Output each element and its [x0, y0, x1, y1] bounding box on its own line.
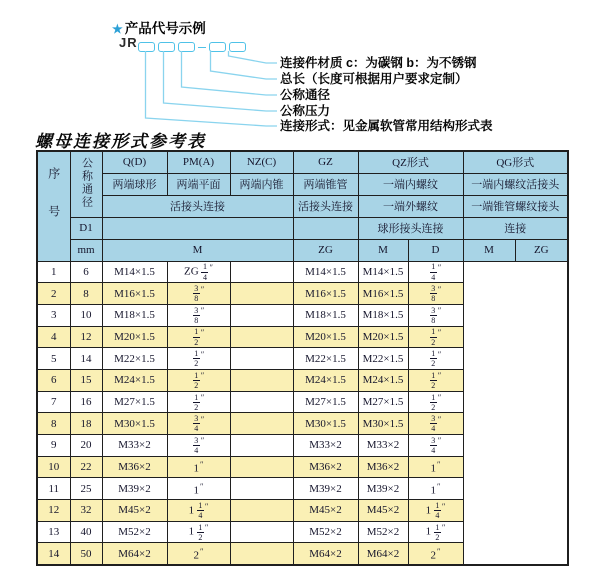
table-row: [37, 326, 568, 348]
cell-qg-zg: 1″: [408, 478, 463, 500]
cell-qg-zg: $\frac{3}{4}$ ″: [408, 435, 463, 457]
cell-gz-zg: $\frac{3}{8}$ ″: [167, 304, 230, 326]
header-ball-joint: 球形接头连接: [358, 217, 463, 239]
cell-qg-m: M20×1.5: [358, 326, 408, 348]
cell-seq: 8: [37, 413, 70, 435]
cell-seq: 13: [37, 521, 70, 543]
cell-qz-m: [230, 521, 293, 543]
cell-m: M24×1.5: [102, 369, 167, 391]
product-code-heading: [112, 17, 206, 37]
cell-dn: 25: [70, 478, 102, 500]
cell-qg-zg: $\frac{1}{2}$ ″: [408, 391, 463, 413]
cell-seq: 10: [37, 456, 70, 478]
table-row: [37, 304, 568, 326]
table-header: [37, 151, 568, 261]
header-joint-gz: 活接头连接: [293, 195, 358, 217]
cell-qg-zg: 1 $\frac{1}{2}$ ″: [408, 521, 463, 543]
header-group-qd: Q(D): [102, 151, 167, 173]
cell-qg-m: M45×2: [358, 500, 408, 522]
cell-dn: 22: [70, 456, 102, 478]
header-end-qg: 一端内螺纹活接头: [463, 173, 568, 195]
table-row: [37, 413, 568, 435]
cell-qz-d: M33×2: [293, 435, 358, 457]
cell-gz-zg: 1″: [167, 456, 230, 478]
cell-dn: 50: [70, 543, 102, 565]
header-group-nzc: NZ(C): [230, 151, 293, 173]
product-code-heading-text: 产品代号示例: [124, 21, 206, 36]
cell-qg-zg: $\frac{1}{4}$ ″: [408, 261, 463, 283]
code-boxes: [138, 42, 246, 52]
star-icon: ★: [112, 22, 123, 36]
cell-seq: 6: [37, 369, 70, 391]
code-box-3: [178, 42, 195, 52]
cell-qg-zg: $\frac{1}{2}$ ″: [408, 348, 463, 370]
header-thread-zg: ZG: [293, 239, 358, 261]
cell-qg-m: M16×1.5: [358, 283, 408, 305]
code-box-5: [229, 42, 246, 52]
cell-gz-zg: $\frac{1}{2}$ ″: [167, 326, 230, 348]
cell-qz-m: [230, 261, 293, 283]
cell-qz-d: M20×1.5: [293, 326, 358, 348]
cell-qg-zg: $\frac{3}{8}$ ″: [408, 283, 463, 305]
cell-qz-m: [230, 435, 293, 457]
header-group-qg: QG形式: [463, 151, 568, 173]
code-label-material: 连接件材质 c：为碳钢 b：为不锈钢: [280, 56, 477, 70]
code-label-pressure: 公称压力: [280, 104, 331, 118]
header-thread-qgzg: ZG: [515, 239, 568, 261]
header-group-pma: PM(A): [167, 151, 230, 173]
cell-qz-m: [230, 283, 293, 305]
nut-connection-table: [36, 150, 569, 566]
cell-qg-m: M22×1.5: [358, 348, 408, 370]
header-thread-qzd: D: [408, 239, 463, 261]
header-joint-union: 活接头连接: [102, 195, 293, 217]
cell-qg-zg: $\frac{1}{2}$ ″: [408, 369, 463, 391]
cell-gz-zg: $\frac{1}{2}$ ″: [167, 348, 230, 370]
cell-gz-zg: 2″: [167, 543, 230, 565]
code-label-diameter: 公称通径: [280, 88, 331, 102]
cell-seq: 7: [37, 391, 70, 413]
cell-m: M33×2: [102, 435, 167, 457]
header-end-nzc: 两端内锥: [230, 173, 293, 195]
cell-qz-d: M16×1.5: [293, 283, 358, 305]
header-thread-qzm: M: [358, 239, 408, 261]
cell-m: M64×2: [102, 543, 167, 565]
cell-qg-m: M27×1.5: [358, 391, 408, 413]
cell-qz-m: [230, 478, 293, 500]
cell-qg-zg: 1″: [408, 456, 463, 478]
table-row: [37, 283, 568, 305]
cell-qz-d: M39×2: [293, 478, 358, 500]
header-seq: 序号: [37, 151, 70, 261]
code-prefix: JR: [119, 35, 138, 50]
header-joint-qz: 一端外螺纹: [358, 195, 463, 217]
header-end-qd: 两端球形: [102, 173, 167, 195]
cell-gz-zg: $\frac{3}{8}$ ″: [167, 283, 230, 305]
cell-qz-d: M22×1.5: [293, 348, 358, 370]
cell-dn: 6: [70, 261, 102, 283]
cell-m: M52×2: [102, 521, 167, 543]
cell-qg-m: M18×1.5: [358, 304, 408, 326]
cell-gz-zg: $\frac{1}{2}$ ″: [167, 391, 230, 413]
cell-qz-d: M24×1.5: [293, 369, 358, 391]
cell-seq: 11: [37, 478, 70, 500]
cell-dn: 20: [70, 435, 102, 457]
cell-seq: 14: [37, 543, 70, 565]
cell-gz-zg: ZG $\frac{1}{4}$ ″: [167, 261, 230, 283]
cell-seq: 5: [37, 348, 70, 370]
cell-gz-zg: 1 $\frac{1}{2}$ ″: [167, 521, 230, 543]
cell-m: M36×2: [102, 456, 167, 478]
header-connect: 连接: [463, 217, 568, 239]
cell-qg-zg: 2″: [408, 543, 463, 565]
table-row: [37, 435, 568, 457]
cell-seq: 9: [37, 435, 70, 457]
header-end-pma: 两端平面: [167, 173, 230, 195]
header-dn: 公称通径: [70, 151, 102, 217]
header-d1-blank-m: [102, 217, 293, 239]
cell-qz-d: M30×1.5: [293, 413, 358, 435]
cell-qz-d: M52×2: [293, 521, 358, 543]
cell-dn: 14: [70, 348, 102, 370]
table-title: 螺母连接形式参考表: [35, 132, 206, 151]
table-row: [37, 456, 568, 478]
code-box-1: [138, 42, 155, 52]
cell-m: M16×1.5: [102, 283, 167, 305]
cell-qg-zg: $\frac{3}{8}$ ″: [408, 304, 463, 326]
cell-seq: 2: [37, 283, 70, 305]
cell-qz-d: M64×2: [293, 543, 358, 565]
cell-m: M27×1.5: [102, 391, 167, 413]
cell-qz-d: M45×2: [293, 500, 358, 522]
cell-dn: 12: [70, 326, 102, 348]
table-row: [37, 348, 568, 370]
cell-qg-m: M33×2: [358, 435, 408, 457]
cell-m: M20×1.5: [102, 326, 167, 348]
cell-dn: 8: [70, 283, 102, 305]
cell-dn: 18: [70, 413, 102, 435]
cell-qz-m: [230, 326, 293, 348]
cell-m: M30×1.5: [102, 413, 167, 435]
cell-qz-m: [230, 543, 293, 565]
cell-gz-zg: 1 $\frac{1}{4}$ ″: [167, 500, 230, 522]
cell-m: M18×1.5: [102, 304, 167, 326]
cell-m: M22×1.5: [102, 348, 167, 370]
header-end-qz: 一端内螺纹: [358, 173, 463, 195]
cell-seq: 3: [37, 304, 70, 326]
cell-qg-m: M64×2: [358, 543, 408, 565]
cell-dn: 16: [70, 391, 102, 413]
cell-seq: 12: [37, 500, 70, 522]
header-joint-qg: 一端锥管螺纹接头: [463, 195, 568, 217]
code-label-connection: 连接形式：见金属软管常用结构形式表: [280, 119, 493, 133]
header-end-gz: 两端锥管: [293, 173, 358, 195]
cell-gz-zg: $\frac{3}{4}$ ″: [167, 413, 230, 435]
cell-qz-m: [230, 500, 293, 522]
table-row: [37, 478, 568, 500]
header-group-qz: QZ形式: [358, 151, 463, 173]
header-mm: mm: [70, 239, 102, 261]
cell-gz-zg: $\frac{3}{4}$ ″: [167, 435, 230, 457]
code-box-4: [209, 42, 226, 52]
table-row: [37, 261, 568, 283]
cell-qz-d: M36×2: [293, 456, 358, 478]
cell-m: M14×1.5: [102, 261, 167, 283]
cell-qz-d: M18×1.5: [293, 304, 358, 326]
cell-seq: 4: [37, 326, 70, 348]
cell-qz-m: [230, 391, 293, 413]
cell-qz-d: M27×1.5: [293, 391, 358, 413]
code-box-2: [158, 42, 175, 52]
table-row: [37, 543, 568, 565]
cell-qg-zg: 1 $\frac{1}{4}$ ″: [408, 500, 463, 522]
cell-qz-m: [230, 413, 293, 435]
cell-qg-m: M24×1.5: [358, 369, 408, 391]
cell-qg-m: M39×2: [358, 478, 408, 500]
header-thread-m: M: [102, 239, 293, 261]
header-d1: D1: [70, 217, 102, 239]
cell-dn: 10: [70, 304, 102, 326]
code-label-length: 总长（长度可根据用户要求定制）: [280, 72, 468, 86]
cell-seq: 1: [37, 261, 70, 283]
cell-dn: 40: [70, 521, 102, 543]
cell-qz-m: [230, 369, 293, 391]
cell-qg-m: M52×2: [358, 521, 408, 543]
cell-qz-m: [230, 304, 293, 326]
cell-qz-m: [230, 456, 293, 478]
cell-m: M39×2: [102, 478, 167, 500]
table-row: [37, 521, 568, 543]
header-group-gz: GZ: [293, 151, 358, 173]
cell-qg-m: M36×2: [358, 456, 408, 478]
cell-qg-m: M30×1.5: [358, 413, 408, 435]
table-row: [37, 391, 568, 413]
table-row: [37, 369, 568, 391]
code-dash: [198, 47, 206, 48]
cell-qg-zg: $\frac{1}{2}$ ″: [408, 326, 463, 348]
header-thread-qgm: M: [463, 239, 515, 261]
cell-gz-zg: 1″: [167, 478, 230, 500]
cell-gz-zg: $\frac{1}{2}$ ″: [167, 369, 230, 391]
cell-qg-m: M14×1.5: [358, 261, 408, 283]
cell-qz-d: M14×1.5: [293, 261, 358, 283]
cell-m: M45×2: [102, 500, 167, 522]
cell-qz-m: [230, 348, 293, 370]
table-row: [37, 500, 568, 522]
cell-dn: 15: [70, 369, 102, 391]
cell-qg-zg: $\frac{3}{4}$ ″: [408, 413, 463, 435]
header-d1-blank-gz: [293, 217, 358, 239]
cell-dn: 32: [70, 500, 102, 522]
table-body: [37, 261, 568, 565]
